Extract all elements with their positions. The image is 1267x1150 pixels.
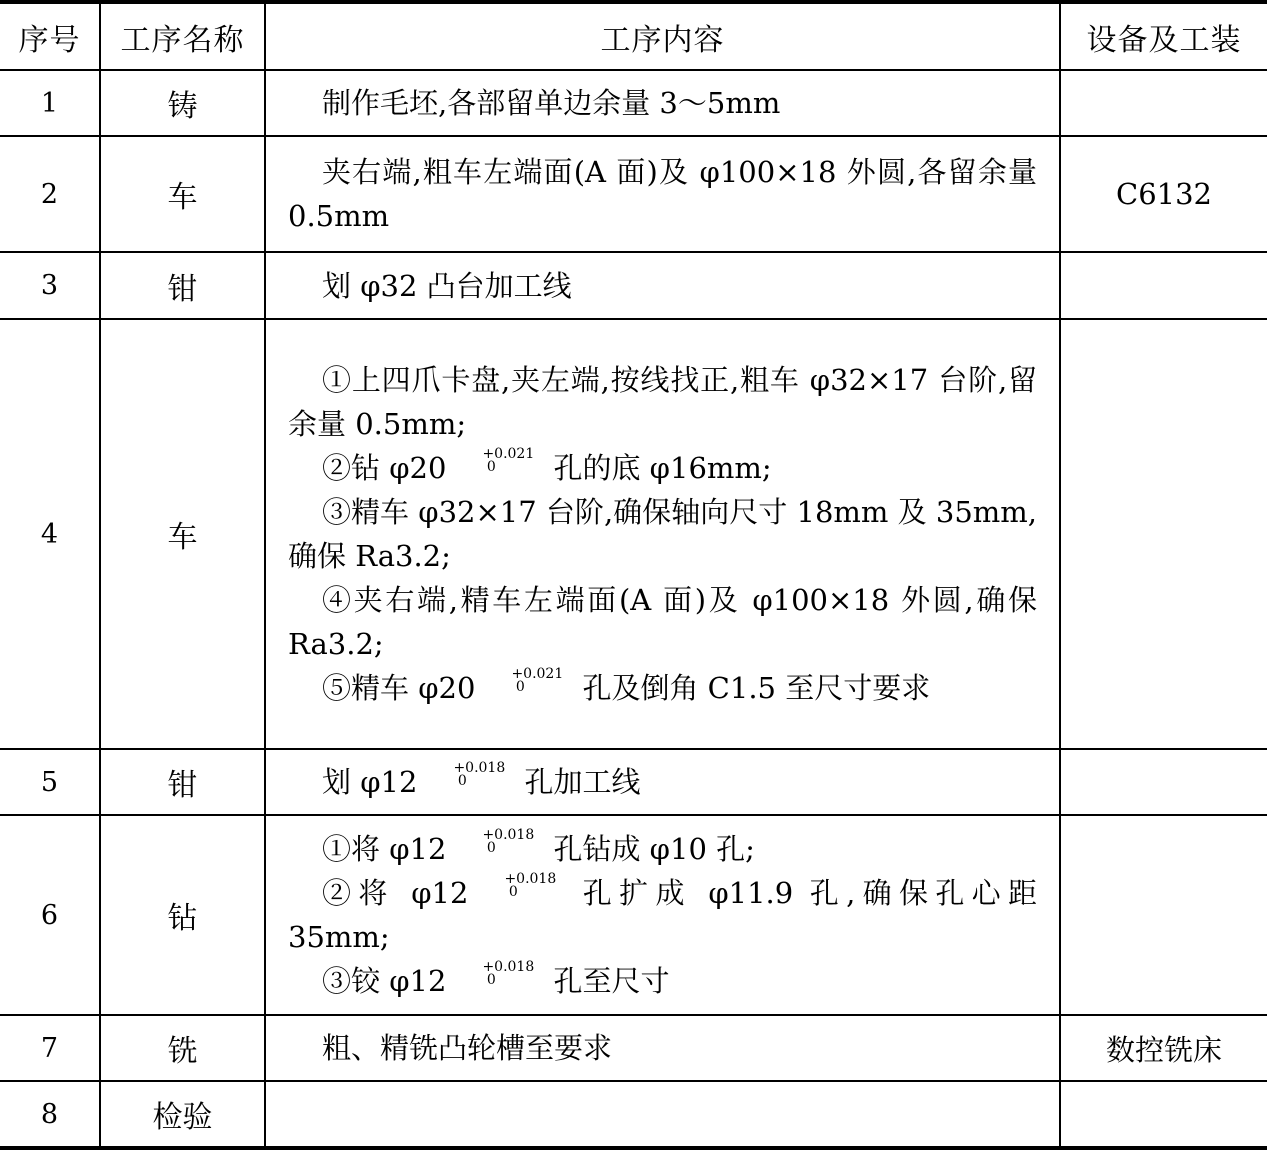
seq-cell: 6 [0,815,100,1015]
process-name-cell: 钳 [100,252,265,319]
process-content-cell [265,1015,1060,1081]
table-row [0,70,1267,136]
equipment-cell [1060,1081,1267,1148]
process-content-cell [265,319,1060,749]
header-row [0,2,1267,70]
process-name-cell: 车 [100,319,265,749]
table-row [0,136,1267,252]
equipment-cell [1060,749,1267,815]
content-line: ③精车 φ32×17 台阶,确保轴向尺寸 18mm 及 35mm,确保 Ra3.2; [288,495,1037,573]
process-content-cell [265,749,1060,815]
header-equipment: 设备及工装 [1060,2,1267,70]
content-line: ①上四爪卡盘,夹左端,按线找正,粗车 φ32×17 台阶,留余量 0.5mm; [288,363,1037,441]
process-name-cell: 车 [100,136,265,252]
tolerance-label: +0.021 0 [482,446,535,475]
process-content-cell [265,815,1060,1015]
equipment-cell: 数控铣床 [1060,1015,1267,1081]
table-row [0,319,1267,749]
process-content-cell [265,1081,1060,1148]
content-line: ④夹右端,精车左端面(A 面)及 φ100×18 外圆,确保 Ra3.2; [288,583,1037,661]
seq-cell: 3 [0,252,100,319]
content-line: ②钻 φ20 +0.021 0 孔的底 φ16mm; [322,446,772,485]
process-name-cell: 钻 [100,815,265,1015]
content-line: 划 φ12 +0.018 0 孔加工线 [322,760,641,799]
tolerance-label: +0.021 0 [511,666,564,695]
tolerance-label: +0.018 0 [482,959,535,988]
table-row [0,1081,1267,1148]
header-name: 工序名称 [100,2,265,70]
header-content: 工序内容 [265,2,1060,70]
table-row [0,749,1267,815]
content-line: 制作毛坯,各部留单边余量 3～5mm [322,86,781,120]
content-line: 划 φ32 凸台加工线 [322,268,572,303]
seq-cell: 2 [0,136,100,252]
process-content-cell [265,70,1060,136]
seq-cell: 5 [0,749,100,815]
table-row [0,252,1267,319]
content-line: ③铰 φ12 +0.018 0 孔至尺寸 [322,959,670,998]
equipment-cell [1060,815,1267,1015]
table-row [0,815,1267,1015]
content-line: 夹右端,粗车左端面(A 面)及 φ100×18 外圆,各留余量 0.5mm [288,155,1037,233]
tolerance-label: +0.018 0 [453,760,506,789]
process-name-cell: 铣 [100,1015,265,1081]
content-line: ⑤精车 φ20 +0.021 0 孔及倒角 C1.5 至尺寸要求 [322,666,931,705]
equipment-cell: C6132 [1060,136,1267,252]
equipment-cell [1060,252,1267,319]
process-content-cell [265,136,1060,252]
seq-cell: 1 [0,70,100,136]
process-name-cell: 检验 [100,1081,265,1148]
seq-cell: 8 [0,1081,100,1148]
content-line: ①将 φ12 +0.018 0 孔钻成 φ10 孔; [322,827,755,866]
equipment-cell [1060,70,1267,136]
tolerance-label: +0.018 0 [504,871,557,900]
seq-cell: 4 [0,319,100,749]
process-name-cell: 钳 [100,749,265,815]
seq-cell: 7 [0,1015,100,1081]
content-line: ②将 φ12 +0.018 0 孔扩成 φ11.9 孔,确保孔心距 35mm; [288,871,1037,954]
process-content-cell [265,252,1060,319]
content-line: 粗、精铣凸轮槽至要求 [322,1031,613,1065]
table-row [0,1015,1267,1081]
equipment-cell [1060,319,1267,749]
tolerance-label: +0.018 0 [482,827,535,856]
header-seq: 序号 [0,2,100,70]
process-name-cell: 铸 [100,70,265,136]
